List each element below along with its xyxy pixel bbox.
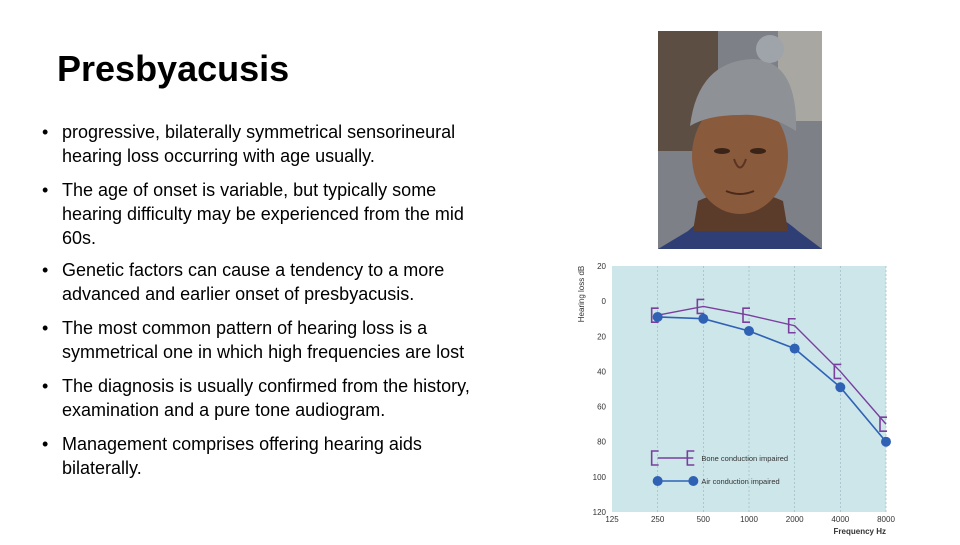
bullet-marker: • <box>42 434 49 454</box>
bullet-item <box>42 374 470 422</box>
air-conduction-marker <box>790 344 800 354</box>
x-tick-label: 2000 <box>785 515 804 524</box>
bullet-line: examination and a pure tone audiogram. <box>62 400 386 420</box>
bullet-text <box>62 178 464 250</box>
bullet-text <box>62 432 422 480</box>
bullet-marker: • <box>42 122 49 142</box>
y-tick-label: 100 <box>592 472 606 482</box>
elderly-man-photo <box>658 31 822 249</box>
legend-bone-label: Bone conduction impaired <box>701 454 789 463</box>
air-conduction-marker <box>881 437 891 447</box>
bullet-item <box>42 120 455 168</box>
bullet-text <box>62 316 464 364</box>
y-tick-label: 20 <box>597 332 606 342</box>
bullet-item <box>42 316 464 364</box>
bullet-line: hearing loss occurring with age usually. <box>62 146 375 166</box>
bullet-marker: • <box>42 260 49 280</box>
bullet-text <box>62 120 455 168</box>
bullet-item <box>42 178 464 250</box>
y-axis-label: Hearing loss dB <box>577 265 586 323</box>
bullet-marker: • <box>42 318 49 338</box>
y-tick-label: 60 <box>597 402 606 412</box>
air-conduction-marker <box>835 382 845 392</box>
bullet-line: Genetic factors can cause a tendency to a more <box>62 260 445 280</box>
air-conduction-marker <box>653 312 663 322</box>
x-tick-label: 8000 <box>877 515 895 524</box>
y-tick-label: 0 <box>601 297 606 307</box>
bullet-line: bilaterally. <box>62 458 142 478</box>
bullet-line: progressive, bilaterally symmetrical sensorineural <box>62 122 456 142</box>
bullet-text <box>62 258 444 306</box>
bullet-line: Management comprises offering hearing aids <box>62 434 422 454</box>
bullet-line: advanced and earlier onset of presbyacusis. <box>62 284 415 304</box>
bullet-item <box>42 432 422 480</box>
legend-air-label: Air conduction impaired <box>701 477 780 486</box>
bullet-marker: • <box>42 180 49 200</box>
air-conduction-marker <box>744 326 754 336</box>
bullet-line: 60s. <box>62 228 97 248</box>
bullet-line: symmetrical one in which high frequencies are lost <box>62 342 465 362</box>
x-axis-label: Frequency Hz <box>833 527 886 536</box>
air-conduction-marker <box>698 314 708 324</box>
x-tick-label: 1000 <box>740 515 758 524</box>
bullet-text <box>62 374 470 422</box>
y-tick-label: 40 <box>597 367 606 377</box>
x-tick-label: 250 <box>650 515 665 524</box>
x-tick-label: 4000 <box>831 515 850 524</box>
y-tick-label: 80 <box>597 437 606 447</box>
y-tick-label: 20 <box>597 262 606 271</box>
x-tick-label: 125 <box>605 515 619 524</box>
bullet-line: The most common pattern of hearing loss is a <box>62 318 428 338</box>
audiogram-chart <box>572 252 902 540</box>
bullet-line: hearing difficulty may be experienced from the mid <box>62 204 464 224</box>
x-tick-label: 500 <box>696 515 711 524</box>
bullet-marker: • <box>42 376 49 396</box>
bullet-line: The diagnosis is usually confirmed from the history, <box>62 376 470 396</box>
legend-air-marker <box>653 476 663 486</box>
legend-air-marker <box>688 476 698 486</box>
slide-title: Presbyacusis <box>57 48 290 89</box>
bullet-line: The age of onset is variable, but typically some <box>62 180 437 200</box>
y-tick-label: 120 <box>592 508 606 517</box>
bullet-item <box>42 258 444 306</box>
